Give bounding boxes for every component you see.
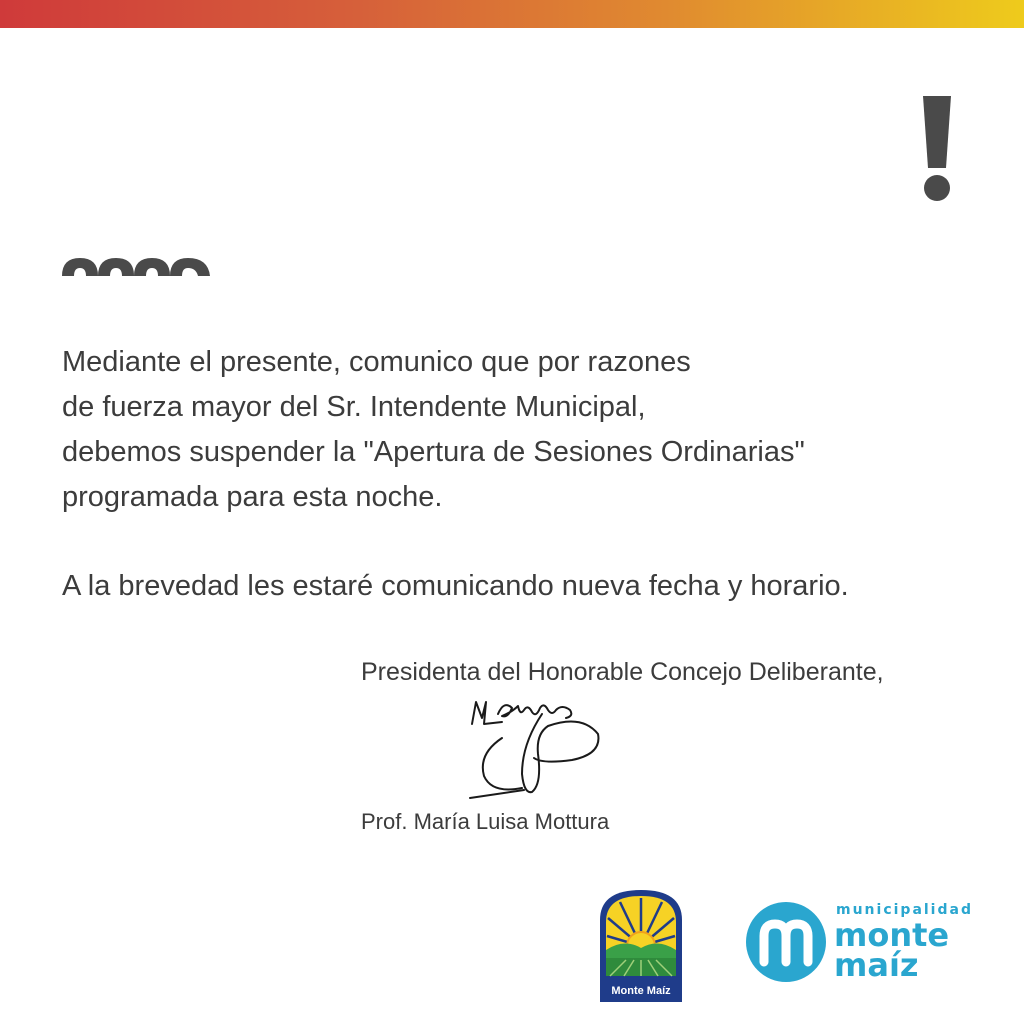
- brand-small-text: municipalidad: [836, 902, 973, 918]
- text-line: programada para esta noche.: [62, 481, 443, 513]
- brand-line-1: monte: [834, 916, 950, 954]
- signature-name: Prof. María Luisa Mottura: [361, 809, 610, 834]
- text-line: Mediante el presente, comunico que por razones: [62, 346, 691, 378]
- announcement-paragraph-2: A la brevedad les estaré comunicando nueva fecha y horario.: [62, 570, 849, 602]
- crest-logo: [600, 890, 682, 1002]
- crest-caption: Monte Maíz: [611, 985, 671, 997]
- brand-name: [834, 916, 950, 984]
- signature-title: Presidenta del Honorable Concejo Deliberante,: [361, 658, 884, 686]
- brand-line-2: maíz: [834, 946, 919, 984]
- handwritten-signature: [462, 694, 612, 804]
- wave-divider-icon: [62, 250, 212, 276]
- announcement-body: [62, 340, 982, 609]
- header-gradient-bar: [0, 0, 1024, 28]
- municipality-brand-logo: [746, 900, 973, 990]
- exclamation-icon: [920, 96, 954, 206]
- text-line: de fuerza mayor del Sr. Intendente Municipal,: [62, 391, 646, 423]
- announcement-paragraph-1: [62, 340, 982, 520]
- text-line: debemos suspender la "Apertura de Sesiones Ordinarias": [62, 436, 805, 468]
- m-logo-icon: [746, 902, 826, 982]
